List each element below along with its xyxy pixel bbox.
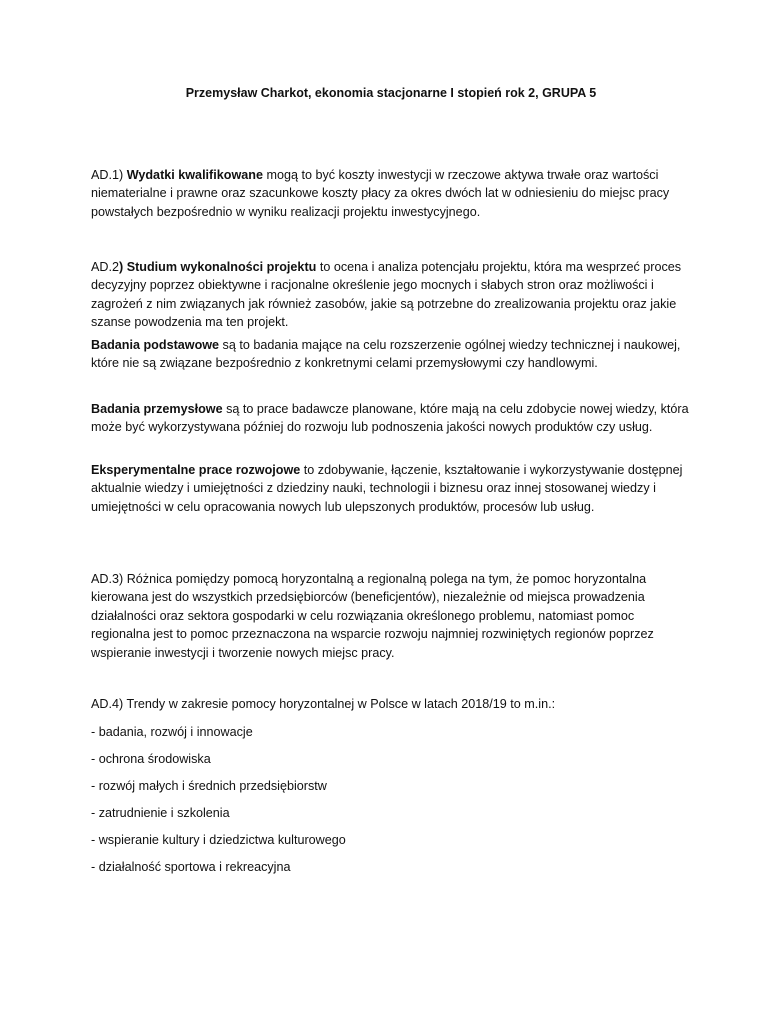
- ad1-term: Wydatki kwalifikowane: [126, 168, 263, 182]
- badania-podstawowe-paragraph: [91, 336, 691, 373]
- list-item: - działalność sportowa i rekreacyjna: [91, 860, 291, 874]
- ad2-prefix: AD.2: [91, 260, 119, 274]
- ad2-paragraph: [91, 258, 691, 332]
- eksperymentalne-paragraph: [91, 461, 691, 516]
- ad4-intro-text: AD.4) Trendy w zakresie pomocy horyzontalnej w Polsce w latach 2018/19 to m.in.:: [91, 697, 556, 711]
- list-item: - ochrona środowiska: [91, 752, 211, 766]
- ad3-paragraph: [91, 570, 691, 662]
- badania-przemyslowe-term: Badania przemysłowe: [91, 402, 223, 416]
- ad1-text: mogą to być koszty inwestycji w rzeczowe aktywa trwałe oraz wartości niematerialne i prawne oraz szacunkowe koszty płacy za okres dwóch lat w odniesieniu do miejsc pracy powstałych bezpośrednio w wyniku realizacji projektu inwestycyjnego.: [91, 168, 670, 219]
- badania-podstawowe-term: Badania podstawowe: [91, 338, 220, 352]
- list-item: - badania, rozwój i innowacje: [91, 725, 253, 739]
- list-item: - wspieranie kultury i dziedzictwa kulturowego: [91, 833, 346, 847]
- ad1-prefix: AD.1): [91, 168, 127, 182]
- ad1-paragraph: [91, 166, 691, 221]
- list-item: - zatrudnienie i szkolenia: [91, 806, 230, 820]
- ad2-term: ) Studium wykonalności projektu: [119, 260, 317, 274]
- ad3-text: AD.3) Różnica pomiędzy pomocą horyzontalną a regionalną polega na tym, że pomoc horyzontalna kierowana jest do wszystkich przedsiębiorców (beneficjentów), niezależnie od miejsca prowadzenia działalności oraz sektora gospodarki w celu rozwiązania określonego problemu, natomiast pomoc regionalna jest to pomoc przeznaczona na wsparcie rozwoju najmniej rozwiniętych regionów poprzez wspieranie inwestycji i tworzenie nowych miejsc pracy.: [91, 572, 654, 660]
- eksperymentalne-term: Eksperymentalne prace rozwojowe: [91, 463, 301, 477]
- ad2-text: to ocena i analiza potencjału projektu, która ma wesprzeć proces decyzyjny poprzez obiektywne i racjonalne określenie jego mocnych i słabych stron oraz możliwości i zagrożeń z nim związanych jak również zasobów, jakie są potrzebne do zrealizowania projektu oraz jakie szanse powodzenia ma ten projekt.: [91, 260, 682, 330]
- badania-przemyslowe-text: są to prace badawcze planowane, które mają na celu zdobycie nowej wiedzy, która może być wykorzystywana później do rozwoju lub podnoszenia jakości nowych produktów czy usług.: [91, 402, 689, 435]
- badania-podstawowe-text: są to badania mające na celu rozszerzenie ogólnej wiedzy technicznej i naukowej, które nie są związane bezpośrednio z konkretnymi celami przemysłowymi czy handlowymi.: [91, 338, 681, 371]
- ad4-intro: [91, 695, 691, 713]
- eksperymentalne-text: to zdobywanie, łączenie, kształtowanie i wykorzystywanie dostępnej aktualnie wiedzy i umiejętności z dziedziny nauki, technologii i biznesu oraz innej stosowanej wiedzy i umiejętności w celu opracowania nowych lub ulepszonych produktów, procesów lub usług.: [91, 463, 683, 514]
- badania-przemyslowe-paragraph: [91, 400, 691, 437]
- document-title: Przemysław Charkot, ekonomia stacjonarne I stopień rok 2, GRUPA 5: [185, 86, 597, 100]
- list-item: - rozwój małych i średnich przedsiębiorstw: [91, 779, 327, 793]
